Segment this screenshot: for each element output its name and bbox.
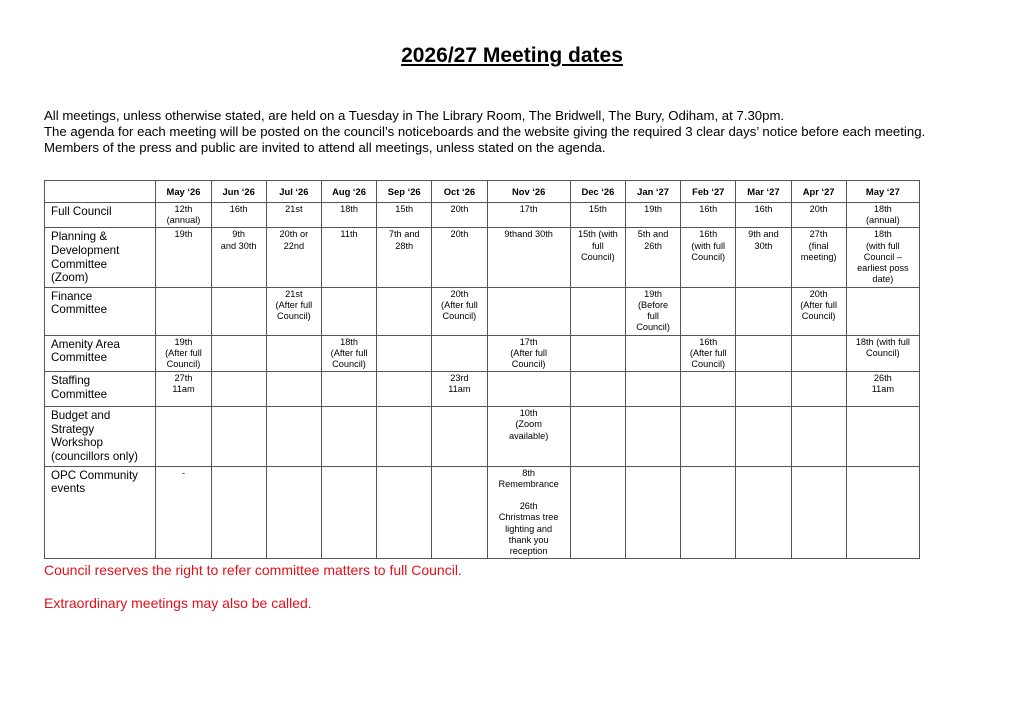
cell-text: 26th 11am [871, 373, 895, 395]
intro-text [44, 108, 1004, 156]
table-cell [681, 466, 736, 559]
cell-text: 18th (annual) [866, 204, 900, 226]
meeting-schedule-table [44, 180, 920, 559]
row-label [45, 466, 156, 559]
table-cell [432, 203, 487, 228]
cell-text: 19th [644, 204, 662, 214]
table-cell [156, 372, 211, 407]
table-cell [570, 466, 625, 559]
table-cell [377, 335, 432, 372]
table-cell [846, 466, 919, 559]
table-cell [791, 407, 846, 466]
header-corner [45, 181, 156, 203]
table-cell [681, 372, 736, 407]
cell-text: 7th and 28th [388, 229, 420, 251]
table-cell [432, 466, 487, 559]
table-cell [321, 335, 376, 372]
table-cell [156, 228, 211, 287]
table-cell [625, 335, 680, 372]
table-header-row [45, 181, 920, 203]
table-cell [681, 287, 736, 335]
month-header: Jun ‘26 [211, 181, 266, 203]
table-cell [432, 228, 487, 287]
month-header: May ‘27 [846, 181, 919, 203]
cell-text: 20th (After full Council) [800, 288, 837, 322]
page-title: 2026/27 Meeting dates [401, 44, 623, 67]
cell-text: 20th or 22nd [279, 229, 309, 251]
cell-text: 18th (with full Council) [855, 336, 910, 358]
table-cell [156, 466, 211, 559]
cell-text: 10th (Zoom available) [508, 408, 549, 441]
table-cell [432, 335, 487, 372]
cell-text: 20th (After full Council) [441, 288, 478, 322]
table-cell [266, 228, 321, 287]
cell-text: 27th (final meeting) [800, 229, 837, 262]
table-cell [321, 466, 376, 559]
table-cell [156, 335, 211, 372]
cell-text: 21st (After full Council) [275, 288, 313, 322]
table-cell [791, 287, 846, 335]
table-cell [377, 203, 432, 228]
table-cell [211, 466, 266, 559]
table-cell [625, 372, 680, 407]
intro-line: Members of the press and public are invited to attend all meetings, unless stated on the agenda. [44, 140, 606, 155]
month-header: Oct ‘26 [432, 181, 487, 203]
table-cell [736, 335, 791, 372]
table-cell [570, 287, 625, 335]
table-cell [487, 287, 570, 335]
cell-text: 8th Remembrance 26th Christmas tree lighting and thank you reception [498, 467, 559, 556]
row-label [45, 335, 156, 372]
cell-text: 19th (Before full Council) [636, 288, 670, 333]
cell-text: 15th [395, 204, 414, 214]
month-header: Mar ‘27 [736, 181, 791, 203]
table-row [45, 203, 920, 228]
table-cell [432, 287, 487, 335]
row-label-text: Staffing Committee [51, 374, 108, 401]
table-cell [156, 203, 211, 228]
cell-text: 16th (After full Council) [689, 336, 727, 369]
cell-text: 5th and 26th [637, 229, 669, 251]
row-label [45, 407, 156, 466]
table-cell [321, 372, 376, 407]
month-header: May ‘26 [156, 181, 211, 203]
month-header: Sep ‘26 [377, 181, 432, 203]
table-cell [266, 372, 321, 407]
cell-text: - [181, 467, 185, 478]
table-cell [846, 203, 919, 228]
table-cell [377, 372, 432, 407]
table-cell [211, 372, 266, 407]
table-cell [266, 203, 321, 228]
row-label-text: Budget and Strategy Workshop (councillors only) [51, 409, 138, 463]
cell-text: 9th and 30th [748, 229, 779, 251]
table-row [45, 466, 920, 559]
row-label-text: Planning & Development Committee (Zoom) [51, 230, 120, 285]
table-cell [487, 372, 570, 407]
table-cell [321, 287, 376, 335]
table-cell [211, 287, 266, 335]
table-cell [570, 407, 625, 466]
table-cell [791, 228, 846, 287]
table-cell [846, 335, 919, 372]
table-cell [487, 203, 570, 228]
table-cell [487, 335, 570, 372]
month-header: Nov ‘26 [487, 181, 570, 203]
row-label-text: Full Council [51, 205, 112, 218]
footer-note: Council reserves the right to refer committee matters to full Council. [44, 562, 462, 578]
month-header: Apr ‘27 [791, 181, 846, 203]
table-cell [846, 372, 919, 407]
table-cell [681, 407, 736, 466]
month-header: Jul ‘26 [266, 181, 321, 203]
table-cell [681, 228, 736, 287]
table-row [45, 287, 920, 335]
month-header: Feb ‘27 [681, 181, 736, 203]
row-label [45, 228, 156, 287]
cell-text: 17th (After full Council) [510, 336, 548, 369]
table-cell [377, 228, 432, 287]
table-cell [736, 287, 791, 335]
table-cell [211, 228, 266, 287]
cell-text: 20th [450, 204, 469, 214]
table-cell [156, 407, 211, 466]
table-cell [846, 287, 919, 335]
table-cell [791, 466, 846, 559]
table-cell [487, 228, 570, 287]
cell-text: 18th [340, 204, 358, 214]
table-cell [570, 372, 625, 407]
cell-text: 18th (with full Council – earliest poss date) [857, 229, 909, 285]
cell-text: 16th (with full Council) [691, 229, 726, 262]
cell-text: 21st [285, 204, 303, 214]
cell-text: 18th (After full Council) [330, 336, 368, 369]
table-cell [791, 203, 846, 228]
table-cell [211, 407, 266, 466]
table-cell [321, 203, 376, 228]
table-cell [266, 407, 321, 466]
month-header: Jan ‘27 [625, 181, 680, 203]
cell-text: 9th and 30th [220, 229, 257, 251]
table-cell [681, 203, 736, 228]
table-cell [681, 335, 736, 372]
cell-text: 16th [229, 204, 248, 214]
table-cell [377, 407, 432, 466]
table-cell [570, 335, 625, 372]
table-cell [377, 287, 432, 335]
intro-line: All meetings, unless otherwise stated, are held on a Tuesday in The Library Room, The Bridwell, The Bury, Odiham, at 7.30pm. [44, 108, 785, 123]
table-cell [266, 466, 321, 559]
row-label [45, 203, 156, 228]
cell-text: 12th (annual) [166, 204, 201, 226]
cell-text: 23rd 11am [448, 373, 471, 395]
cell-text: 15th [588, 204, 607, 214]
table-cell [156, 287, 211, 335]
table-row [45, 372, 920, 407]
table-cell [736, 407, 791, 466]
table-row [45, 228, 920, 287]
table-cell [625, 466, 680, 559]
cell-text: 15th (with full Council) [577, 229, 618, 262]
table-row [45, 407, 920, 466]
table-cell [432, 372, 487, 407]
cell-text: 27th 11am [172, 373, 195, 395]
table-cell [266, 287, 321, 335]
table-cell [736, 228, 791, 287]
table-cell [570, 228, 625, 287]
table-cell [791, 335, 846, 372]
table-cell [846, 228, 919, 287]
table-cell [625, 287, 680, 335]
table-cell [791, 372, 846, 407]
intro-line: The agenda for each meeting will be posted on the council’s noticeboards and the website giving the required 3 clear days’ notice before each meeting. [44, 124, 926, 139]
row-label-text: Amenity Area Committee [51, 337, 120, 365]
table-cell [211, 335, 266, 372]
table-cell [736, 372, 791, 407]
month-header: Dec ‘26 [570, 181, 625, 203]
table-row [45, 335, 920, 372]
cell-text: 16th [699, 204, 718, 214]
month-header: Aug ‘26 [321, 181, 376, 203]
row-label-text: OPC Community events [51, 468, 138, 496]
cell-text: 9thand 30th [504, 229, 553, 240]
table-cell [625, 407, 680, 466]
table-cell [266, 335, 321, 372]
cell-text: 19th [174, 229, 193, 240]
table-cell [321, 407, 376, 466]
cell-text: 11th [340, 229, 358, 240]
table-cell [487, 407, 570, 466]
cell-text: 17th [519, 204, 538, 214]
table-cell [377, 466, 432, 559]
table-cell [211, 203, 266, 228]
cell-text: 20th [450, 229, 469, 240]
table-cell [736, 203, 791, 228]
table-cell [570, 203, 625, 228]
table-cell [432, 407, 487, 466]
footer-note: Extraordinary meetings may also be called. [44, 595, 312, 611]
table-cell [846, 407, 919, 466]
table-cell [487, 466, 570, 559]
row-label [45, 287, 156, 335]
table-cell [321, 228, 376, 287]
cell-text: 16th [754, 204, 773, 214]
table-cell [625, 203, 680, 228]
table-cell [625, 228, 680, 287]
row-label [45, 372, 156, 407]
table-cell [736, 466, 791, 559]
cell-text: 20th [809, 204, 828, 214]
row-label-text: Finance Committee [51, 289, 108, 317]
cell-text: 19th (After full Council) [165, 336, 202, 369]
